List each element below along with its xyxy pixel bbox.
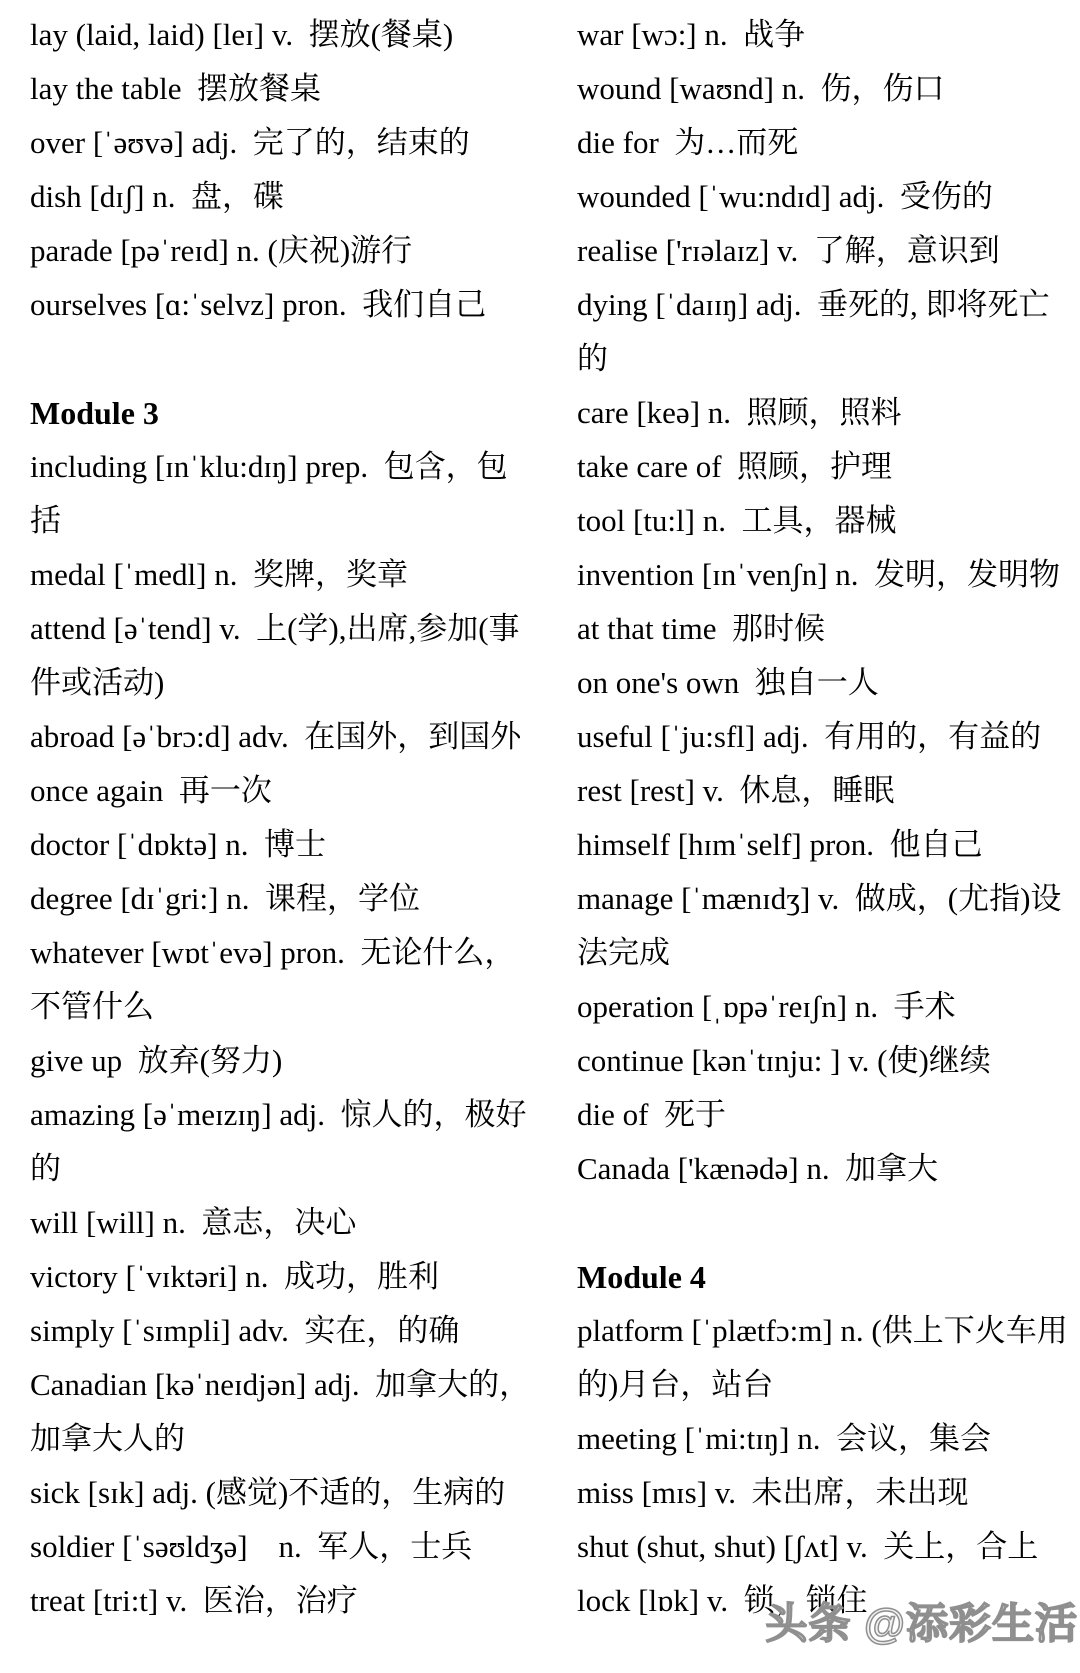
vocab-entry: platform [ˈplætfɔ:m] n. (供上下火车用的)月台，站台 [577, 1313, 1068, 1402]
right-column [577, 8, 1079, 1628]
vocab-entry: tool [tu:l] n. 工具，器械 [577, 503, 897, 538]
vocab-entry: meeting [ˈmi:tɪŋ] n. 会议，集会 [577, 1421, 991, 1456]
vocab-entry: useful [ˈju:sfl] adj. 有用的，有益的 [577, 719, 1042, 754]
vocab-entry: sick [sɪk] adj. (感觉)不适的，生病的 [30, 1475, 506, 1510]
vocab-entry: manage [ˈmænɪdʒ] v. 做成，(尤指)设法完成 [577, 881, 1062, 970]
vocab-entry: Canadian [kəˈneɪdjən] adj. 加拿大的，加拿大人的 [30, 1367, 531, 1456]
vocab-entry: attend [əˈtend] v. 上(学),出席,参加(事件或活动) [30, 611, 520, 700]
vocab-entry: once again 再一次 [30, 773, 272, 808]
vocab-entry: wound [waʊnd] n. 伤，伤口 [577, 71, 945, 106]
vocab-entry: at that time 那时候 [577, 611, 825, 646]
vocab-entry: invention [ɪnˈvenʃn] n. 发明，发明物 [577, 557, 1061, 592]
vocab-entry: simply [ˈsɪmpli] adv. 实在，的确 [30, 1313, 460, 1348]
vocab-entry: operation [ˌɒpəˈreɪʃn] n. 手术 [577, 989, 956, 1024]
vocab-entry: ourselves [ɑ:ˈselvz] pron. 我们自己 [30, 287, 487, 322]
vocab-entry: over [ˈəʊvə] adj. 完了的，结束的 [30, 125, 470, 160]
vocab-entry: lay the table 摆放餐桌 [30, 71, 321, 106]
vocab-entry: care [keə] n. 照顾，照料 [577, 395, 902, 430]
vocab-entry: dish [dɪʃ] n. 盘，碟 [30, 179, 285, 214]
vocab-entry: wounded [ˈwu:ndɪd] adj. 受伤的 [577, 179, 993, 214]
vocab-entry: lay (laid, laid) [leɪ] v. 摆放(餐桌) [30, 17, 454, 52]
vocab-entry: die for 为…而死 [577, 125, 799, 160]
vocab-entry: doctor [ˈdɒktə] n. 博士 [30, 827, 326, 862]
vocab-entry: die of 死于 [577, 1097, 726, 1132]
vocab-entry: degree [dɪˈgri:] n. 课程，学位 [30, 881, 420, 916]
vocab-entry: parade [pəˈreɪd] n. (庆祝)游行 [30, 233, 413, 268]
vocab-entry: realise ['rɪəlaɪz] v. 了解，意识到 [577, 233, 1000, 268]
module-heading: Module 3 [30, 395, 159, 431]
vocab-entry: give up 放弃(努力) [30, 1043, 283, 1078]
vocab-entry: take care of 照顾，护理 [577, 449, 893, 484]
vocab-entry: whatever [wɒtˈevə] pron. 无论什么，不管什么 [30, 935, 516, 1024]
vocab-entry: rest [rest] v. 休息，睡眠 [577, 773, 895, 808]
vocab-entry: on one's own 独自一人 [577, 665, 879, 700]
vocab-entry: himself [hɪmˈself] pron. 他自己 [577, 827, 983, 862]
vocab-entry: victory [ˈvɪktəri] n. 成功，胜利 [30, 1259, 439, 1294]
left-column [30, 8, 536, 1628]
vocab-entry: war [wɔ:] n. 战争 [577, 17, 806, 52]
vocab-entry: miss [mɪs] v. 未出席，未出现 [577, 1475, 969, 1510]
vocab-entry: treat [tri:t] v. 医治，治疗 [30, 1583, 358, 1618]
vocab-entry: Canada ['kænədə] n. 加拿大 [577, 1151, 939, 1186]
watermark: 头条 @添彩生活 [765, 1600, 1078, 1647]
vocab-entry: medal [ˈmedl] n. 奖牌，奖章 [30, 557, 408, 592]
vocab-entry: continue [kənˈtɪnju: ] v. (使)继续 [577, 1043, 991, 1078]
vocab-entry: abroad [əˈbrɔ:d] adv. 在国外，到国外 [30, 719, 522, 754]
vocab-entry: including [ɪnˈklu:dɪŋ] prep. 包含，包括 [30, 449, 508, 538]
vocab-entry: soldier [ˈsəʊldʒə] n. 军人，士兵 [30, 1529, 473, 1564]
vocab-entry: amazing [əˈmeɪzɪŋ] adj. 惊人的，极好的 [30, 1097, 527, 1186]
vocab-entry: lock [lɒk] v. 锁，锁住 [577, 1583, 868, 1618]
vocab-entry: shut (shut, shut) [ʃʌt] v. 关上，合上 [577, 1529, 1039, 1564]
vocab-entry: dying [ˈdaɪɪŋ] adj. 垂死的, 即将死亡的 [577, 287, 1050, 376]
module-heading: Module 4 [577, 1259, 706, 1295]
vocab-entry: will [will] n. 意志，决心 [30, 1205, 357, 1240]
